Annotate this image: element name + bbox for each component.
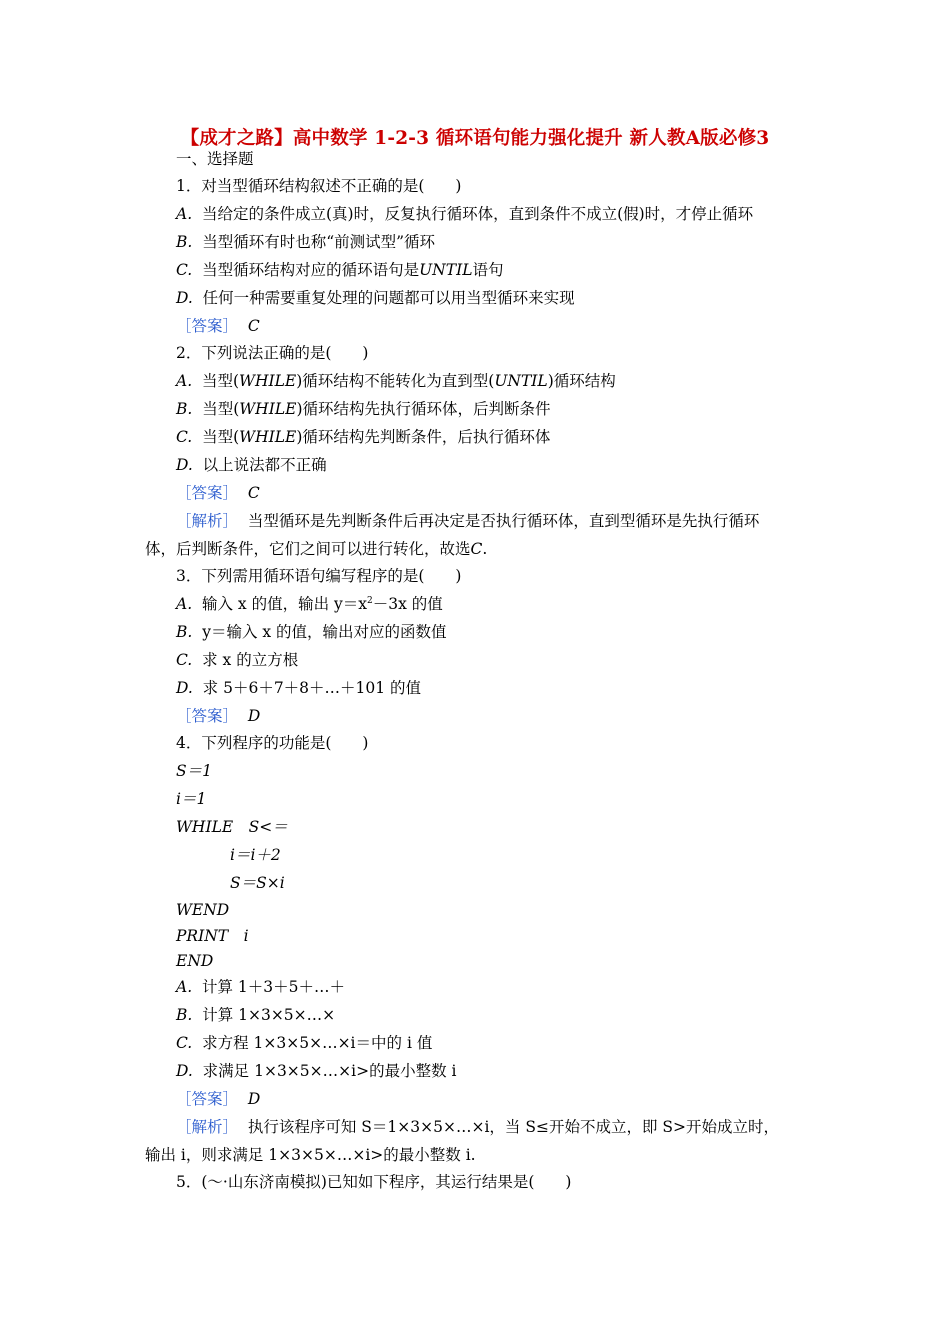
q3-option-d: D. 求 5＋6＋7＋8＋…＋101 的值 (176, 679, 422, 697)
q1-option-d: D. 任何一种需要重复处理的问题都可以用当型循环来实现 (176, 289, 575, 307)
q2-stem: 2．下列说法正确的是( ) (176, 344, 369, 362)
q2-option-b: B. 当型(WHILE)循环结构先执行循环体，后判断条件 (176, 400, 551, 418)
document-title: 【成才之路】高中数学 1-2-3 循环语句能力强化提升 新人教A版必修3 (180, 128, 770, 149)
q3-stem: 3．下列需用循环语句编写程序的是( ) (176, 567, 462, 585)
q3-option-b: B. y＝输入 x 的值，输出对应的函数值 (176, 623, 447, 641)
q4-code-line-1: S＝1 (176, 762, 212, 780)
q4-analysis-line-2: 输出 i，则求满足 1×3×5×…×i>的最小整数 i. (145, 1146, 476, 1164)
q3-option-a: A. 输入 x 的值，输出 $y=x^2-3x$ 的值 (176, 595, 443, 613)
q2-option-d: D. 以上说法都不正确 (176, 456, 327, 474)
q4-option-c: C. 求方程 1×3×5×…×i＝中的 i 值 (176, 1034, 433, 1052)
q4-stem: 4．下列程序的功能是( ) (176, 734, 369, 752)
q4-code-line-6: WEND (176, 901, 230, 919)
q1-answer: ［答案］ C (176, 317, 260, 335)
q3-option-c: C. 求 x 的立方根 (176, 651, 299, 669)
q4-answer: ［答案］ D (176, 1090, 261, 1108)
q4-option-d: D. 求满足 1×3×5×…×i>的最小整数 i (176, 1062, 457, 1080)
q4-code-line-7: PRINT i (176, 927, 249, 945)
q1-option-a: A. 当给定的条件成立(真)时，反复执行循环体，直到条件不成立(假)时，才停止循环 (176, 205, 754, 223)
q4-code-line-2: i＝1 (176, 790, 207, 808)
q2-option-a: A. 当型(WHILE)循环结构不能转化为直到型(UNTIL)循环结构 (176, 372, 616, 390)
q3-answer: ［答案］ D (176, 707, 261, 725)
q1-option-c: C. 当型循环结构对应的循环语句是UNTIL语句 (176, 261, 504, 279)
q4-option-b: B. 计算 1×3×5×…× (176, 1006, 336, 1024)
q4-code-line-5: S＝S×i (230, 874, 285, 892)
q2-option-c: C. 当型(WHILE)循环结构先判断条件，后执行循环体 (176, 428, 551, 446)
q2-analysis-line-2: 体，后判断条件，它们之间可以进行转化，故选C. (145, 540, 488, 558)
q2-answer: ［答案］ C (176, 484, 260, 502)
q4-analysis-line-1: ［解析］ 执行该程序可知 S＝1×3×5×…×i，当 S≤开始不成立，即 S>开始成立时， (176, 1118, 779, 1136)
q4-code-line-3: WHILE S<＝ (176, 818, 288, 836)
q4-code-line-8: END (176, 952, 214, 970)
q4-code-line-4: i＝i＋2 (230, 846, 281, 864)
q5-stem: 5．(～·山东济南模拟)已知如下程序，其运行结果是( ) (176, 1173, 572, 1191)
q1-stem: 1．对当型循环结构叙述不正确的是( ) (176, 177, 462, 195)
section-heading: 一、选择题 (176, 150, 254, 168)
q2-analysis-line-1: ［解析］ 当型循环是先判断条件后再决定是否执行循环体，直到型循环是先执行循环 (176, 512, 760, 530)
q1-option-b: B. 当型循环有时也称“前测试型”循环 (176, 233, 436, 251)
q4-option-a: A. 计算 1＋3＋5＋…＋ (176, 978, 345, 996)
